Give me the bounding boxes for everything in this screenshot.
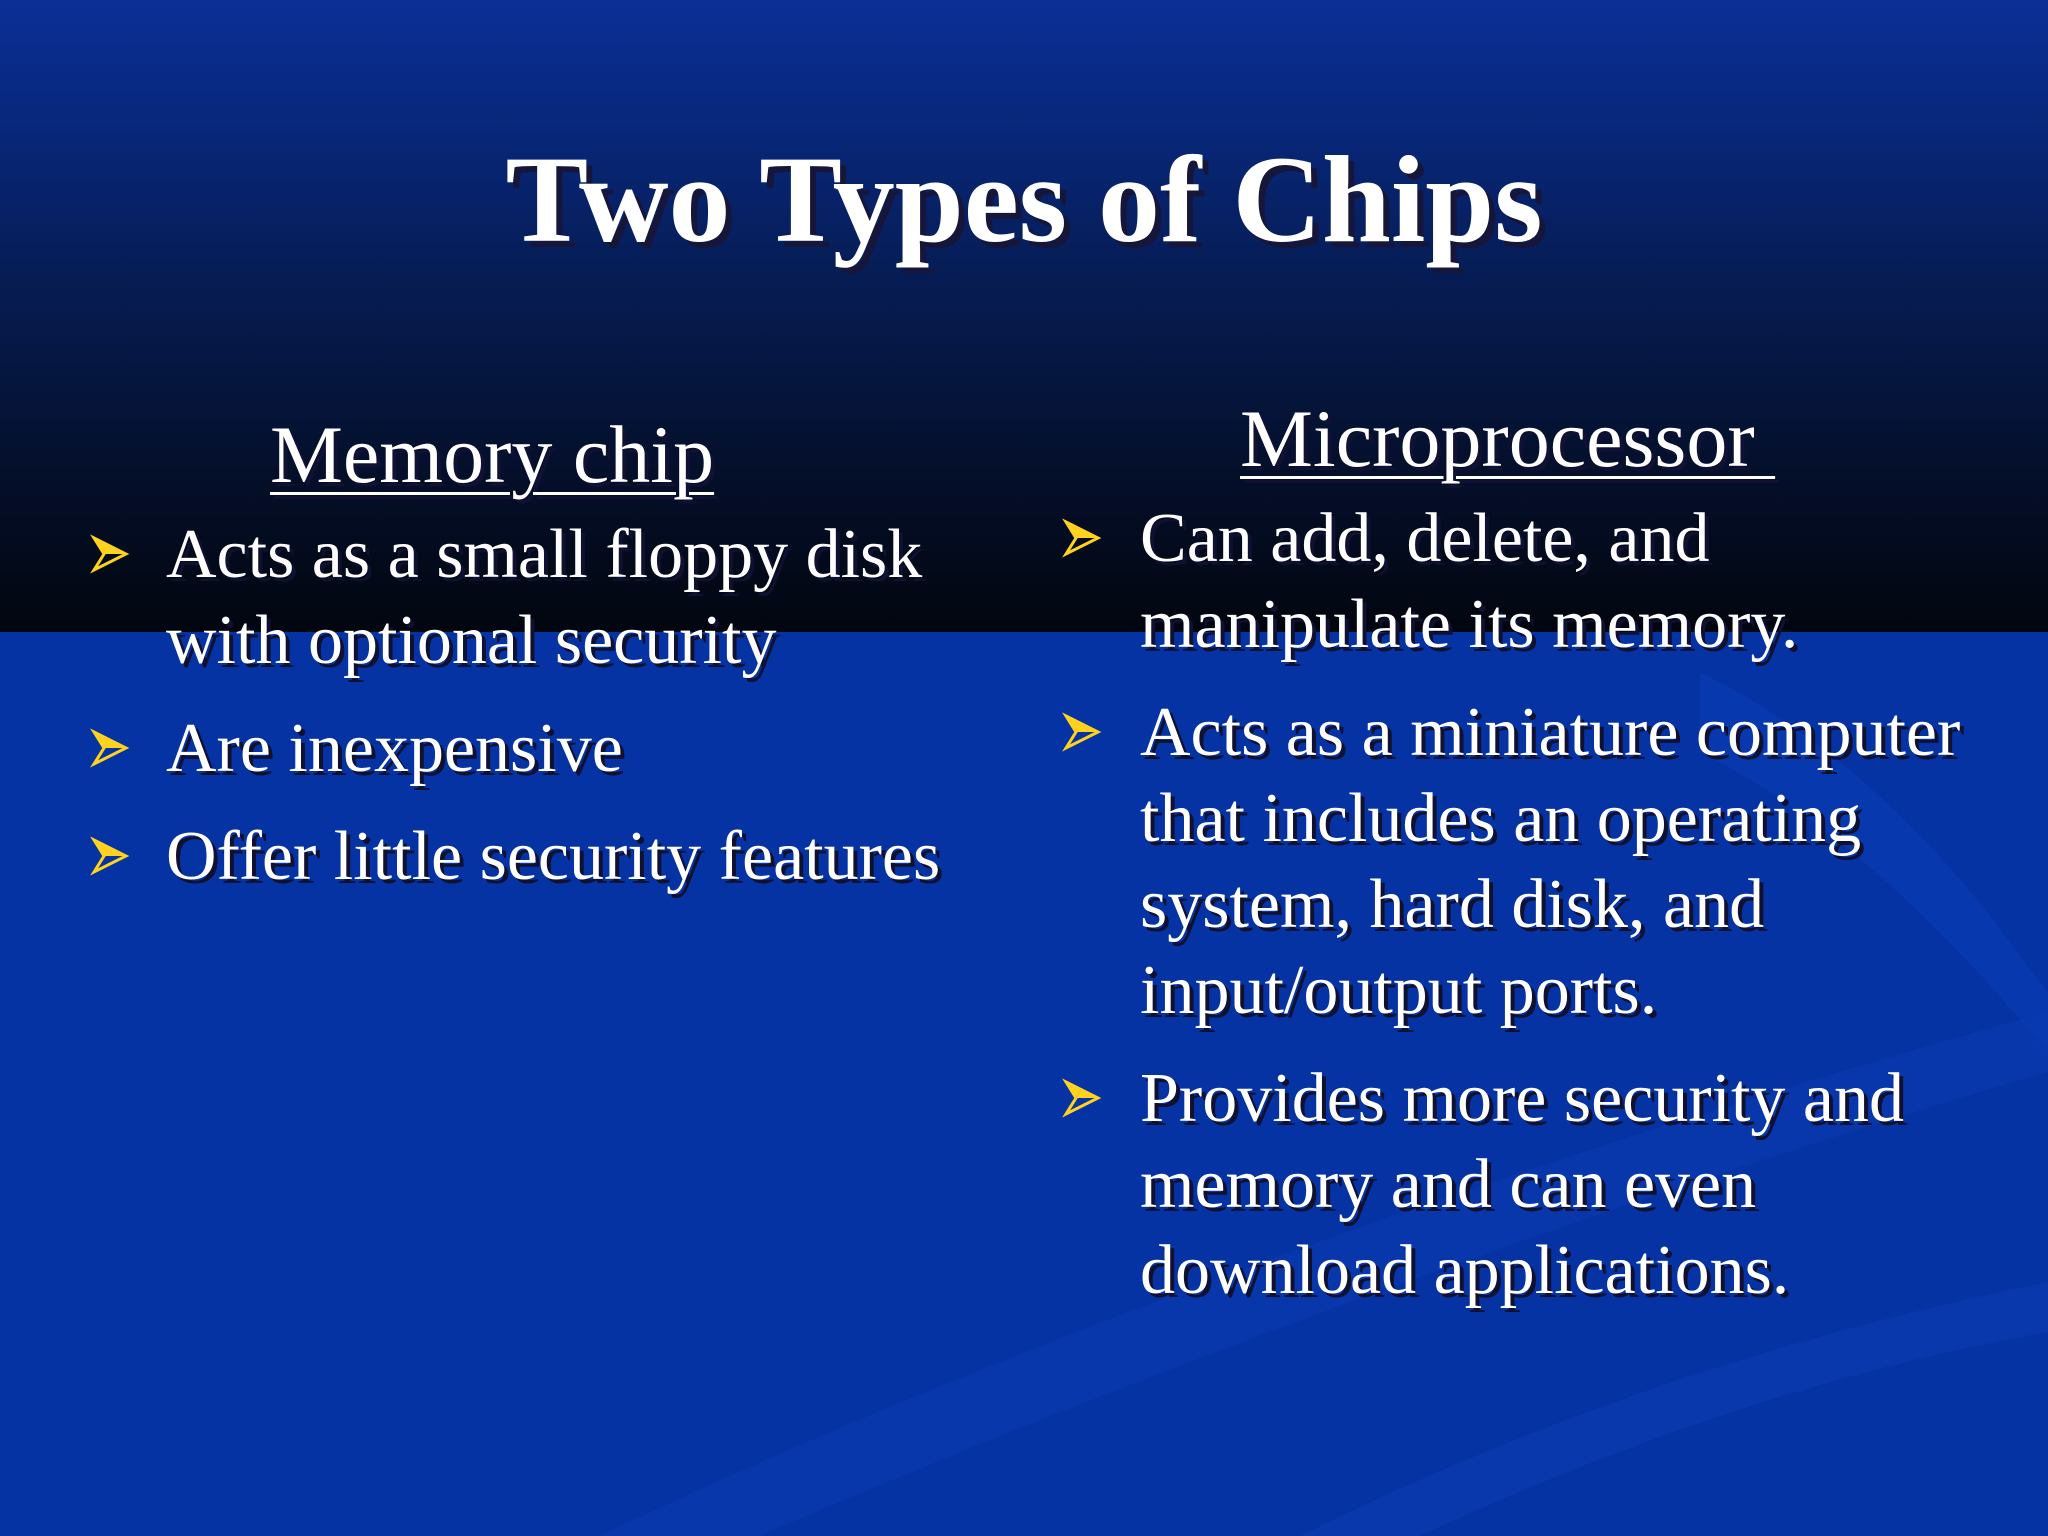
bullet-text: Provides more security and memory and can even download applications.	[1140, 1060, 1904, 1310]
microprocessor-column	[1052, 392, 2012, 1336]
memory-chip-column	[80, 408, 960, 922]
list-item	[1052, 1056, 2012, 1314]
bullet-text: Acts as a miniature computer that includes an operating system, hard disk, and input/output ports.	[1140, 694, 1961, 1030]
bullet-text: Acts as a small floppy disk with optional security	[166, 516, 923, 680]
bullet-text: Are inexpensive	[166, 710, 623, 788]
bullet-text: Offer little security features	[166, 818, 941, 896]
arrow-bullet-icon	[1062, 712, 1102, 752]
slide-title: Two Types of Chips	[505, 131, 1543, 268]
list-item	[80, 512, 960, 684]
list-item	[80, 706, 960, 792]
microprocessor-bullet-list	[1052, 496, 2012, 1314]
memory-chip-bullet-list	[80, 512, 960, 900]
list-item	[1052, 690, 2012, 1034]
arrow-bullet-icon	[1062, 1078, 1102, 1118]
arrow-bullet-icon	[90, 836, 130, 876]
arrow-bullet-icon	[90, 534, 130, 574]
arrow-bullet-icon	[90, 728, 130, 768]
bullet-text: Can add, delete, and manipulate its memory.	[1140, 500, 1799, 664]
list-item	[1052, 496, 2012, 668]
microprocessor-heading: Microprocessor	[1240, 393, 1776, 484]
arrow-bullet-icon	[1062, 518, 1102, 558]
list-item	[80, 814, 960, 900]
memory-chip-heading: Memory chip	[270, 409, 715, 500]
